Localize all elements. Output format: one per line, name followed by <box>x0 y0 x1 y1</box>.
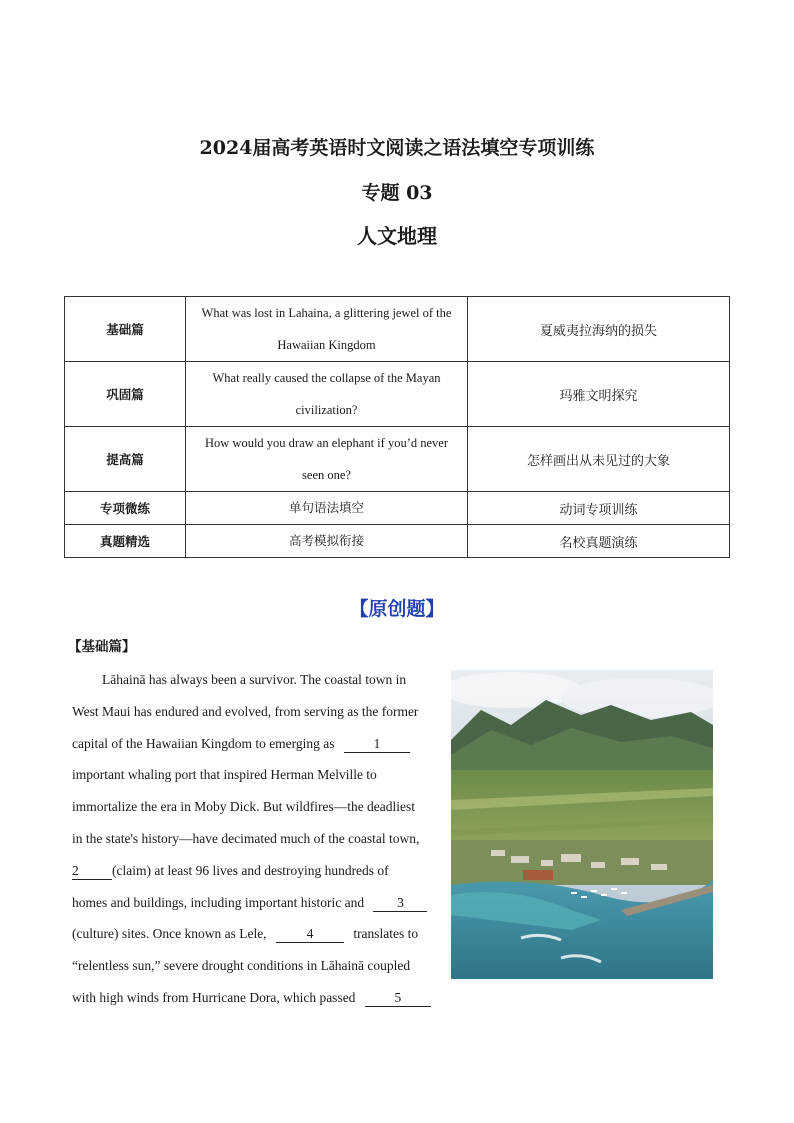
passage-line <box>72 728 444 760</box>
passage-line: important whaling port that inspired Herman Melville to <box>72 767 377 783</box>
section-heading: 【原创题】 <box>349 598 445 620</box>
level-cell: 专项微练 <box>65 492 186 525</box>
blank-5[interactable]: 5 <box>365 990 431 1007</box>
chinese-title-cell: 名校真题演练 <box>468 525 730 558</box>
passage-text: capital of the Hawaiian Kingdom to emerging as <box>72 735 335 751</box>
passage-line <box>72 887 444 919</box>
level-cell: 巩固篇 <box>65 362 186 427</box>
passage-line <box>72 982 444 1014</box>
passage-line: West Maui has endured and evolved, from serving as the former <box>72 703 419 719</box>
english-title-cell: How would you draw an elephant if you’d never seen one? <box>186 427 468 492</box>
level-cell: 提高篇 <box>65 427 186 492</box>
table-row <box>65 297 730 362</box>
blank-3[interactable]: 3 <box>373 895 427 912</box>
table-row <box>65 362 730 427</box>
passage-line: Lāhainā has always been a survivor. The coastal town in <box>102 672 407 687</box>
blank-1[interactable]: 1 <box>344 736 410 753</box>
passage-line <box>72 855 444 887</box>
chinese-title-cell: 动词专项训练 <box>468 492 730 525</box>
level-cell: 基础篇 <box>65 297 186 362</box>
passage-text: homes and buildings, including important historic and <box>72 894 365 910</box>
passage-text: (culture) sites. Once known as Lele, <box>72 926 267 942</box>
chinese-title-cell: 玛雅文明探究 <box>468 362 730 427</box>
passage <box>72 664 444 1014</box>
document-title: 2024届高考英语时文阅读之语法填空专项训练 <box>199 137 595 159</box>
passage-text: translates to <box>353 926 419 942</box>
passage-text: with high winds from Hurricane Dora, which passed <box>72 989 356 1005</box>
topic-number: 专题 03 <box>361 182 433 204</box>
contents-table <box>64 296 730 558</box>
photo-illustration <box>451 670 713 979</box>
blank-4[interactable]: 4 <box>276 926 344 943</box>
passage-line <box>72 918 444 950</box>
passage-text: (claim) at least 96 lives and destroying hundreds of <box>112 862 389 878</box>
table-row <box>65 492 730 525</box>
english-title-cell: 高考模拟衔接 <box>186 525 468 558</box>
passage-line: immortalize the era in Moby Dick. But wildfires—the deadliest <box>72 799 416 815</box>
chinese-title-cell: 夏威夷拉海纳的损失 <box>468 297 730 362</box>
subsection-label: 【基础篇】 <box>68 639 136 655</box>
passage-line: “relentless sun,” severe drought conditions in Lāhainā coupled <box>72 958 411 974</box>
topic-title: 人文地理 <box>357 224 437 248</box>
level-cell: 真题精选 <box>65 525 186 558</box>
lahaina-aerial-photo <box>451 670 713 979</box>
table-row <box>65 427 730 492</box>
english-title-cell: What really caused the collapse of the Mayan civilization? <box>186 362 468 427</box>
table-row <box>65 525 730 558</box>
blank-2[interactable]: 2 <box>72 863 112 880</box>
english-title-cell: What was lost in Lahaina, a glittering jewel of the Hawaiian Kingdom <box>186 297 468 362</box>
chinese-title-cell: 怎样画出从未见过的大象 <box>468 427 730 492</box>
english-title-cell: 单句语法填空 <box>186 492 468 525</box>
passage-line: in the state's history—have decimated much of the coastal town, <box>72 830 420 846</box>
